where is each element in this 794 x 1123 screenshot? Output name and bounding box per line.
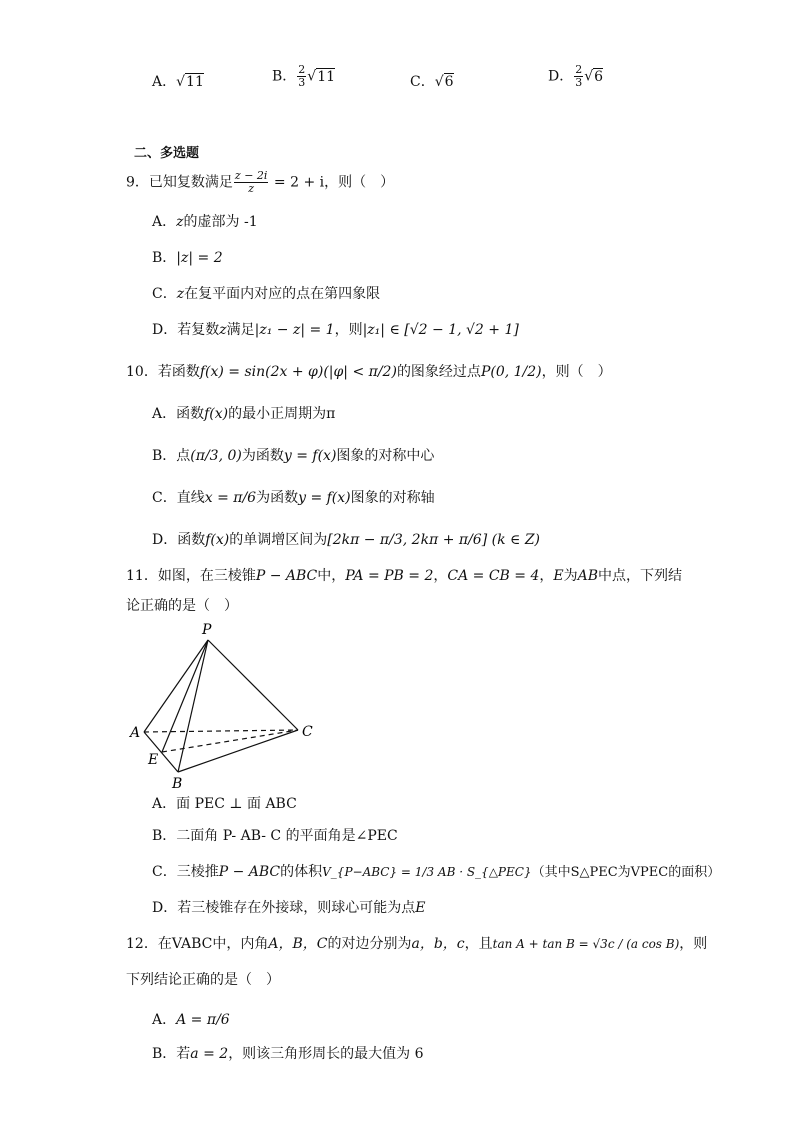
option-label: D．	[152, 532, 178, 548]
edge-ec-hidden	[162, 730, 298, 752]
label-b: B	[172, 776, 183, 792]
stem-math: P(0, 1/2)	[480, 364, 542, 380]
stem-text: 已知复数满足	[148, 174, 233, 191]
question-number: 11．	[126, 568, 158, 584]
option-text: 的虚部为 -1	[183, 214, 258, 230]
option-text: 为函数	[241, 448, 284, 464]
option-label: C．	[152, 490, 177, 506]
stem-text: 在VABC中，内角	[157, 936, 269, 952]
q10-option-d	[152, 530, 540, 550]
stem-text: 中点，下列结	[598, 568, 683, 584]
option-label: A．	[152, 796, 177, 812]
q10-option-c	[152, 488, 435, 508]
stem-text: ，且	[464, 936, 493, 952]
radicand: 6	[444, 74, 454, 90]
stem-math: = 2 + i	[269, 174, 325, 191]
label-c: C	[302, 724, 313, 740]
question-number: 9．	[126, 174, 149, 191]
numerator: 2	[298, 63, 306, 76]
label-p: P	[202, 622, 212, 638]
option-math: y = f(x)	[283, 448, 337, 464]
option-label: D．	[152, 900, 178, 916]
option-math: x = π/6	[204, 490, 257, 506]
q8-option-c: C．√6	[410, 74, 454, 90]
option-note: （其中S△PEC为VPEC的面积）	[531, 865, 721, 880]
option-math: |z₁| ∈ [√2 − 1, √2 + 1]	[362, 322, 519, 338]
q11-option-c	[152, 862, 720, 883]
option-math: [2kπ − π/3, 2kπ + π/6] (k ∈ Z)	[327, 532, 541, 548]
option-math: f(x)	[205, 532, 230, 548]
option-math: |z| = 2	[176, 250, 223, 266]
stem-text: ，	[539, 568, 554, 584]
stem-math: tan A + tan B = √3c / (a cos B)	[492, 937, 680, 951]
option-text: 满足	[226, 322, 255, 338]
tetrahedron-figure	[126, 618, 326, 794]
denominator: 3	[298, 76, 306, 89]
option-label: D．	[548, 68, 574, 85]
option-text: 在复平面内对应的点在第四象限	[184, 286, 381, 302]
fraction	[297, 64, 306, 89]
stem-math: f(x) = sin(2x + φ)	[199, 364, 324, 380]
option-text: ，则	[334, 322, 363, 338]
q10-option-a	[152, 404, 335, 424]
stem-text: 中，	[317, 568, 346, 584]
label-e: E	[148, 752, 159, 768]
option-math: (π/3, 0)	[190, 448, 242, 464]
option-text: ，则该三角形周长的最大值为 6	[228, 1046, 424, 1062]
q11-option-a	[152, 794, 297, 814]
q9-option-c	[152, 284, 380, 304]
q8-option-a: A．√11	[152, 74, 204, 90]
option-text: 的最小正周期为	[228, 406, 327, 422]
option-text: 点	[176, 448, 191, 464]
stem-math: E	[553, 568, 564, 584]
option-label: A．	[152, 214, 177, 230]
q12-stem-line2: 下列结论正确的是（ ）	[126, 972, 280, 988]
option-text: 二面角 P- AB- C 的平面角是∠PEC	[176, 828, 398, 844]
option-text: 函数	[177, 532, 206, 548]
option-label: B．	[272, 68, 297, 85]
option-math: a = 2	[190, 1046, 229, 1062]
option-math: y = f(x)	[298, 490, 351, 506]
option-text: 三棱推	[176, 864, 219, 880]
radicand: 11	[186, 74, 204, 90]
q11-stem-line1	[126, 566, 682, 586]
variable: z	[176, 214, 184, 230]
option-text: 的体积	[280, 864, 323, 880]
variable: E	[415, 900, 426, 916]
option-label: C．	[152, 286, 177, 302]
edge-pb	[178, 640, 208, 772]
stem-text: 为	[563, 568, 578, 584]
edge-pc	[208, 640, 298, 730]
option-text: 为函数	[256, 490, 299, 506]
option-label: A．	[152, 1012, 177, 1028]
stem-math: P − ABC	[255, 568, 318, 584]
q12-option-b	[152, 1044, 424, 1064]
q9-stem	[126, 170, 394, 195]
option-label: C．	[152, 864, 177, 880]
stem-math: a，b，c	[411, 936, 465, 952]
stem-text: ，	[433, 568, 448, 584]
q10-stem	[126, 362, 612, 382]
stem-math: CA = CB = 4	[447, 568, 540, 584]
edge-bc	[178, 730, 298, 772]
q11-option-b	[152, 826, 398, 846]
variable: z	[176, 286, 185, 302]
option-math: |z₁ − z| = 1	[254, 322, 335, 338]
question-number: 12．	[126, 936, 158, 952]
option-label: A．	[152, 74, 177, 90]
option-math: f(x)	[204, 406, 229, 422]
option-text: 函数	[176, 406, 205, 422]
option-text: 若复数	[177, 322, 220, 338]
radicand: 6	[594, 68, 604, 85]
option-label: B．	[152, 1046, 177, 1062]
label-a: A	[130, 725, 141, 741]
edge-ac-hidden	[144, 730, 298, 732]
option-label: D．	[152, 322, 178, 338]
option-math: P − ABC	[218, 864, 281, 880]
option-text: 图象的对称中心	[336, 448, 435, 464]
numerator: z − 2i	[234, 169, 268, 182]
option-label: A．	[152, 406, 177, 422]
question-number: 10．	[126, 364, 158, 380]
stem-text: 的图象经过点	[396, 364, 481, 380]
q10-option-b	[152, 446, 434, 466]
stem-text: ，则	[679, 936, 708, 952]
option-text: 若三棱锥存在外接球，则球心可能为点	[177, 900, 416, 916]
q11-stem-line2: 论正确的是（ ）	[126, 598, 238, 614]
variable: z	[219, 322, 227, 338]
q9-option-a	[152, 212, 258, 232]
q8-option-d: D． $\frac{2}{3}$ √6	[548, 63, 604, 89]
option-label: B．	[152, 448, 177, 464]
q9-option-b	[152, 248, 223, 268]
stem-math: AB	[577, 568, 599, 584]
q12-option-a	[152, 1010, 230, 1030]
fraction	[574, 64, 583, 89]
option-text: 直线	[176, 490, 205, 506]
option-math: π	[326, 406, 336, 422]
stem-text: 的对边分别为	[327, 936, 412, 952]
option-label: B．	[152, 250, 177, 266]
stem-text: 若函数	[157, 364, 200, 380]
stem-text: ，则（ ）	[541, 364, 612, 380]
volume-formula: V_{P−ABC} = 1/3 AB · S_{△PEC}	[322, 865, 532, 879]
q9-option-d	[152, 320, 519, 340]
option-label: C．	[410, 74, 435, 90]
radicand: 11	[317, 68, 336, 85]
denominator: 3	[575, 76, 583, 89]
q8-option-b: B． $\frac{2}{3}$ √11	[272, 63, 336, 89]
option-label: B．	[152, 828, 177, 844]
section-title: 二、多选题	[134, 146, 200, 161]
stem-math: A，B，C	[268, 936, 328, 952]
stem-math: PA = PB = 2	[345, 568, 434, 584]
numerator: 2	[575, 63, 583, 76]
denominator: z	[248, 182, 255, 195]
stem-text: 如图，在三棱锥	[157, 568, 256, 584]
fraction	[234, 170, 269, 195]
q12-stem-line1	[126, 934, 707, 954]
option-text: 面 PEC ⊥ 面 ABC	[176, 796, 297, 812]
option-text: 的单调增区间为	[229, 532, 328, 548]
stem-text: ，则（ ）	[324, 174, 395, 191]
option-text: 图象的对称轴	[350, 490, 435, 506]
option-math: A = π/6	[176, 1012, 230, 1028]
stem-math: (|φ| < π/2)	[323, 364, 397, 380]
q11-option-d	[152, 898, 425, 918]
option-text: 若	[176, 1046, 191, 1062]
